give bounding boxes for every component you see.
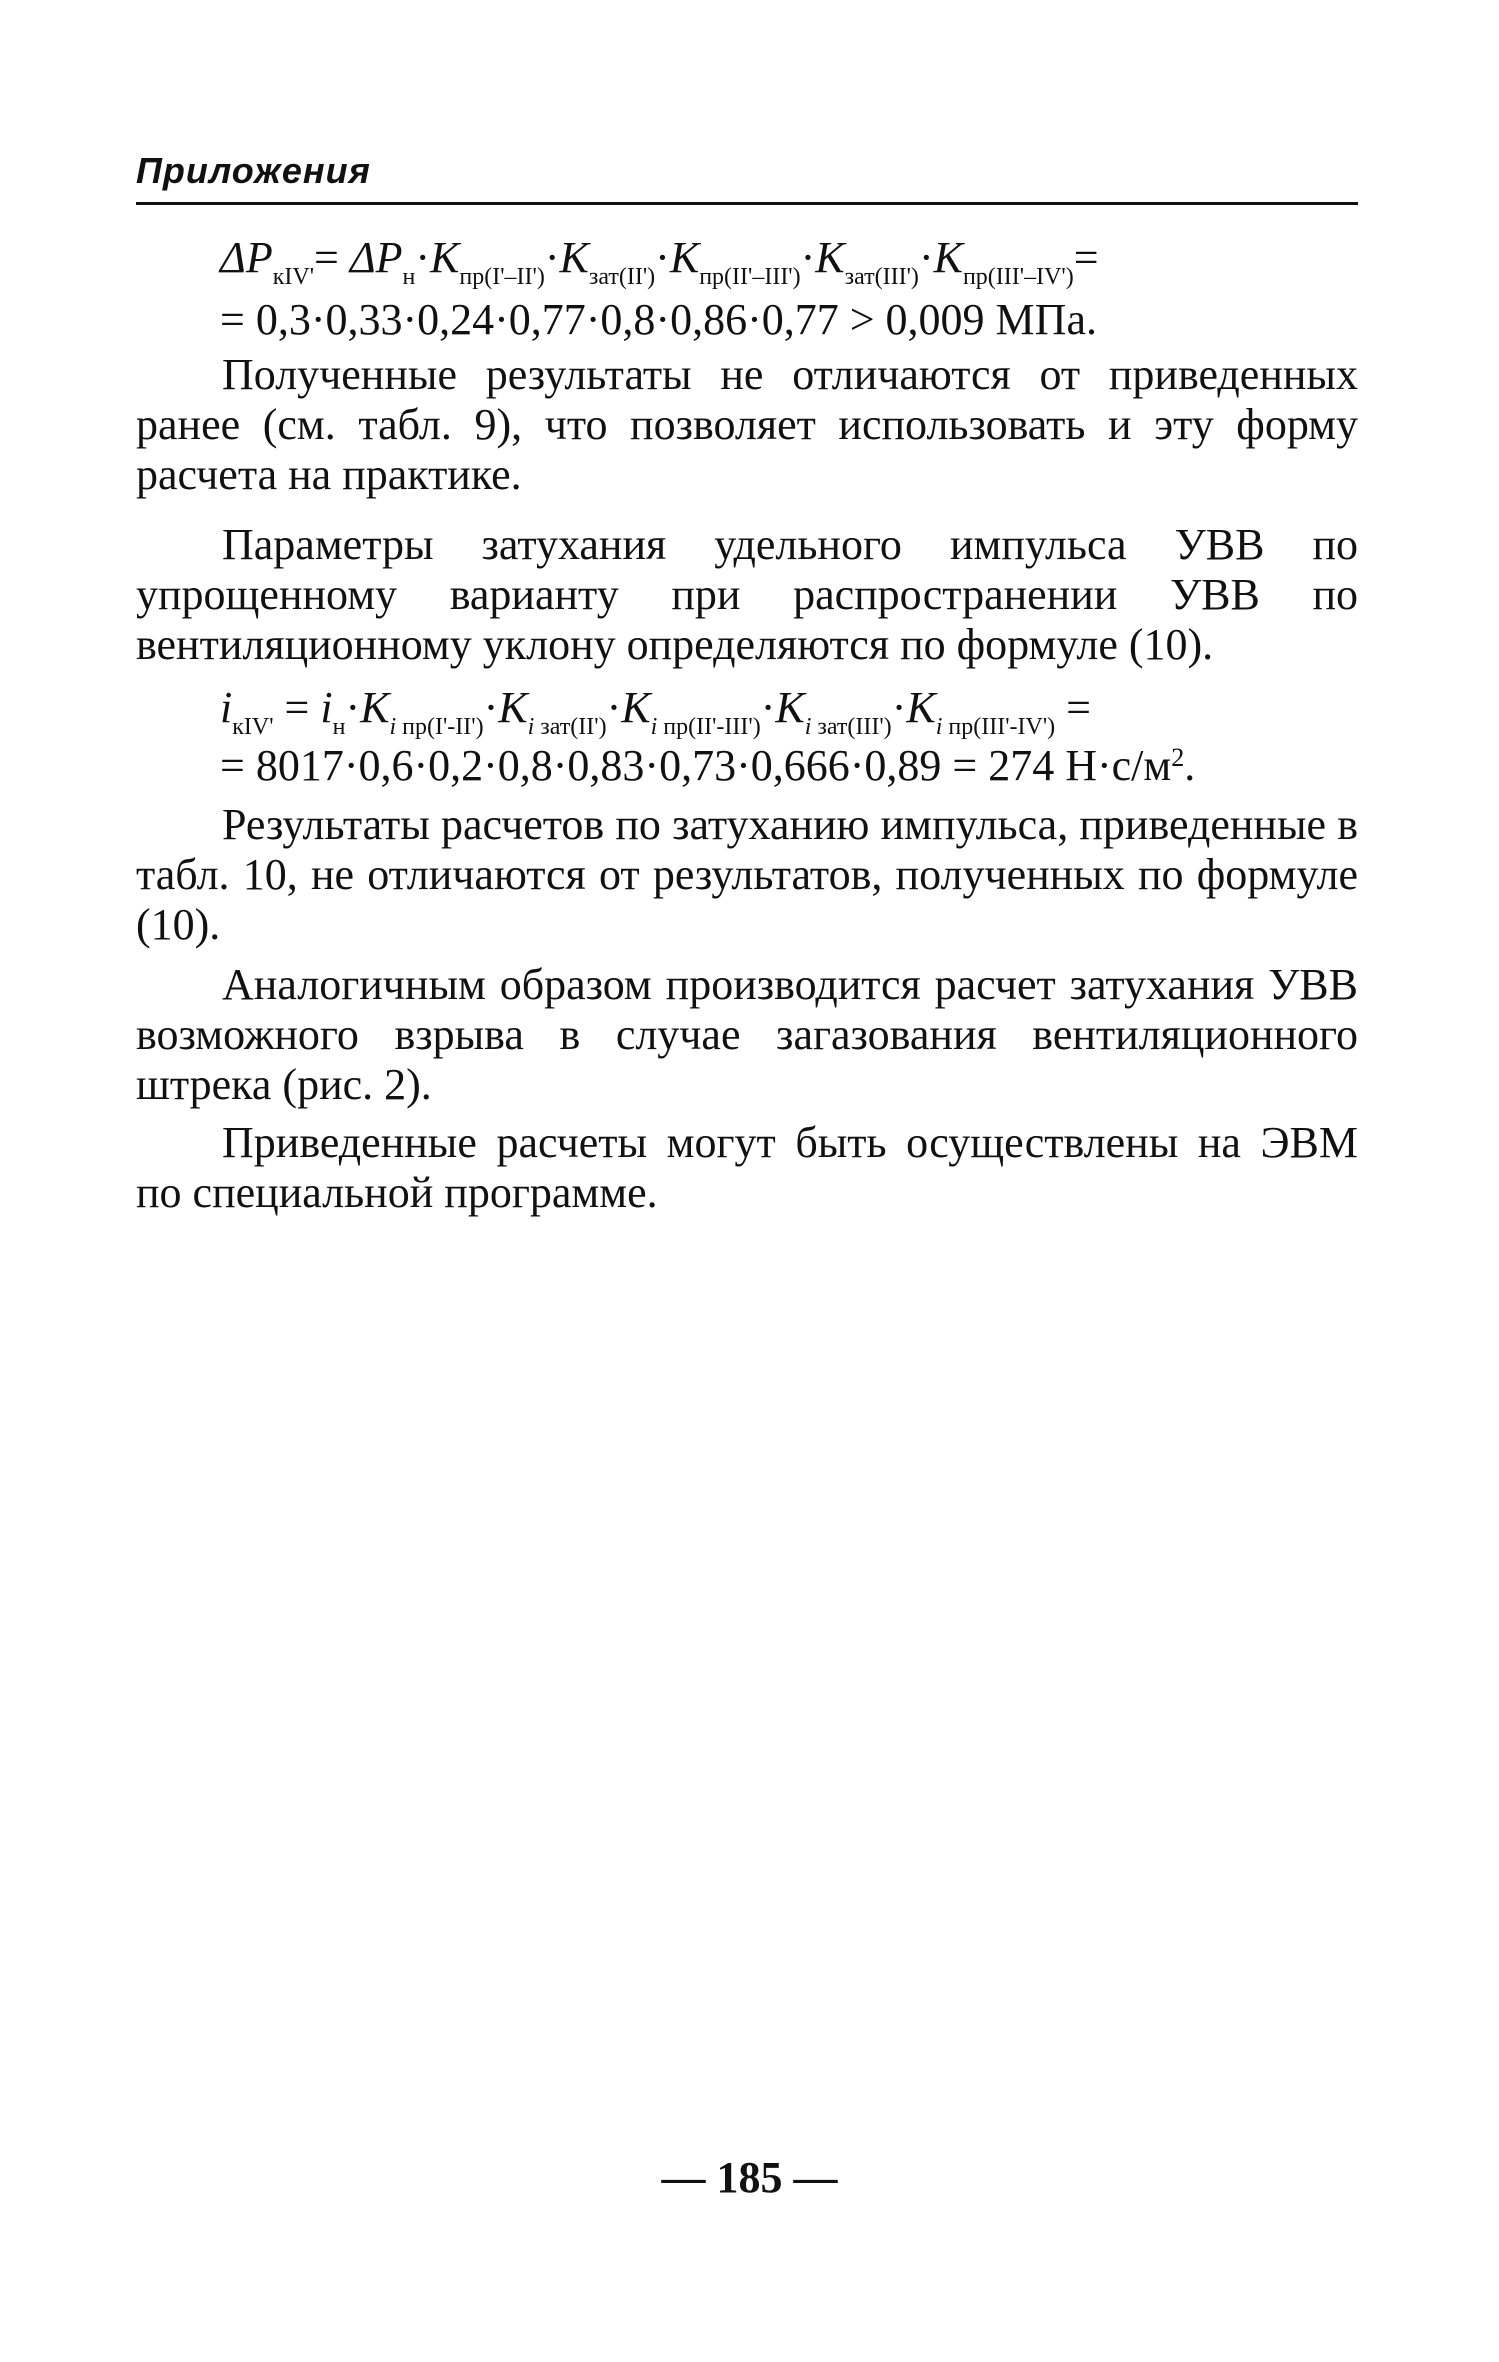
subscript: i зат(II'): [527, 714, 607, 740]
operator: =: [1055, 683, 1091, 732]
formula-text: = 8017·0,6·0,2·0,8·0,83·0,73·0,666·0,89 = 274 Н·с/м: [220, 741, 1172, 790]
formula-end: .: [1184, 741, 1196, 790]
paragraph-1: [136, 350, 1358, 500]
subscript: кIV': [232, 714, 274, 740]
symbol: i: [220, 683, 233, 732]
formula-impulse-line-2: [220, 740, 1195, 792]
subscript: н: [402, 264, 416, 290]
subscript: кIV': [272, 264, 315, 290]
subscript: пр(I'–II'): [459, 264, 545, 290]
paragraph-text: Результаты расчетов по затуханию импульса, приведенные в табл. 10, не отличаются от результатов, полученных по формуле (10).: [136, 800, 1358, 949]
symbol: K: [621, 683, 651, 732]
formula-pressure-line-2: = 0,3·0,33·0,24·0,77·0,8·0,86·0,77 > 0,009 МПа.: [220, 295, 1097, 344]
symbol: K: [430, 233, 460, 282]
superscript: 2: [1171, 743, 1185, 772]
symbol: K: [815, 233, 845, 282]
subscript: н: [332, 714, 346, 740]
subscript: пр(III'–IV'): [962, 264, 1074, 290]
subscript: i пр(III'-IV'): [935, 714, 1056, 740]
symbol: ΔP: [220, 233, 273, 282]
subscript: зат(III'): [844, 264, 919, 290]
symbol: K: [360, 683, 390, 732]
symbol: K: [559, 233, 589, 282]
subscript: i пр(II'-III'): [650, 714, 761, 740]
subscript: пр(II'–III'): [699, 264, 801, 290]
subscript: зат(II'): [588, 264, 656, 290]
symbol: K: [669, 233, 700, 282]
symbol: i: [320, 683, 333, 732]
paragraph-text: Полученные результаты не отличаются от приведенных ранее (см. табл. 9), что позволяет использовать и эту форму расчета на практике.: [136, 350, 1358, 499]
subscript: i пр(I'-II'): [389, 714, 484, 740]
operator: =: [314, 233, 350, 282]
symbol: ΔP: [349, 233, 403, 282]
header-title: Приложения: [136, 150, 371, 191]
subscript: i зат(III'): [804, 714, 892, 740]
paragraph-5: [136, 1118, 1358, 1218]
symbol: K: [933, 233, 963, 282]
paragraph-text: Приведенные расчеты могут быть осуществлены на ЭВМ по специальной программе.: [136, 1118, 1358, 1217]
paragraph-4: [136, 960, 1358, 1110]
formula-pressure-line-1: $\Delta P_{кIV'}= \Delta P_н\cdot K_{пр(I'-II')}\cdot K_{зат(II')}\cdot K_{пр(II'-III')}\cdot K_{зат(III')}\cdot K_{пр(III'-IV')}=$: [220, 233, 1099, 290]
paragraph-3: [136, 800, 1358, 950]
formula-impulse-line-1: $i_{кIV'} = i_н\cdot K_{i пр(I'-II')}\cdot K_{i зат(II')}\cdot K_{i пр(II'-III')}\cdot K_{i зат(III')}\cdot K_{i пр(III'-IV')}$ =: [220, 683, 1091, 740]
running-header: [136, 150, 1358, 205]
symbol: K: [906, 683, 936, 732]
paragraph-text: Аналогичным образом производится расчет затухания УВВ возможного взрыва в случае загазования вентиляционного штрека (рис. 2).: [136, 960, 1358, 1109]
operator: =: [1073, 233, 1099, 282]
page-number: — 185 —: [661, 2153, 838, 2202]
paragraph-2: [136, 520, 1358, 670]
symbol: K: [775, 683, 805, 732]
symbol: K: [498, 683, 528, 732]
paragraph-text: Параметры затухания удельного импульса УВВ по упрощенному варианту при распространении УВВ по вентиляционному уклону определяются по формуле (10).: [136, 520, 1358, 669]
operator: =: [273, 683, 321, 732]
